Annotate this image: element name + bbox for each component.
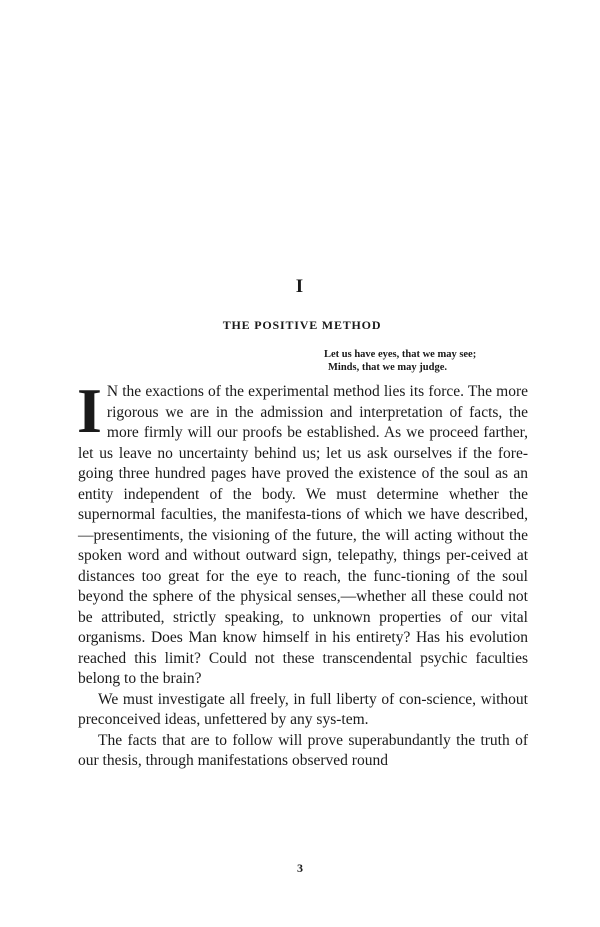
page-number: 3 [297,861,303,875]
chapter-number: I [295,276,305,297]
paragraph: We must investigate all freely, in full liberty of con-science, without preconceived ideas, unfettered by any sys-tem. [78,690,528,728]
body-text [77,375,528,772]
paragraph: The facts that are to follow will prove superabundantly the truth of our thesis, through manifestations observed round [78,731,528,769]
chapter-title: THE POSITIVE METHOD [222,318,382,332]
paragraph-text: N the exactions of the experimental method lies its force. The more rigorous we are in the admission and interpretation of facts, the more firmly will our proofs be established. As we proceed farther, let us leave no uncertainty behind us; let us ask ourselves if the fore-going three hundred pages have proved the existence of the soul as an entity independent of the body. We must determine whether the supernormal faculties, the manifesta-tions of which we have described,—presentiments, the visioning of the future, the will acting without the spoken word and without outward sign, telepathy, things per-ceived at distances too great for the eye to reach, the func-tioning of the soul beyond the sphere of the physical senses,—whether all these could not be attributed, strictly speaking, to unknown properties of our vital organisms. Does Man know himself in his entirety? Has his evolution reached this limit? Could not these transcendental psychic faculties belong to the brain? [78,383,528,687]
drop-cap: I [77,375,102,446]
paragraph [77,375,528,690]
epigraph [324,348,564,374]
epigraph-line: Let us have eyes, that we may see; [324,349,477,360]
epigraph-line: Minds, that we may judge. [328,362,448,373]
